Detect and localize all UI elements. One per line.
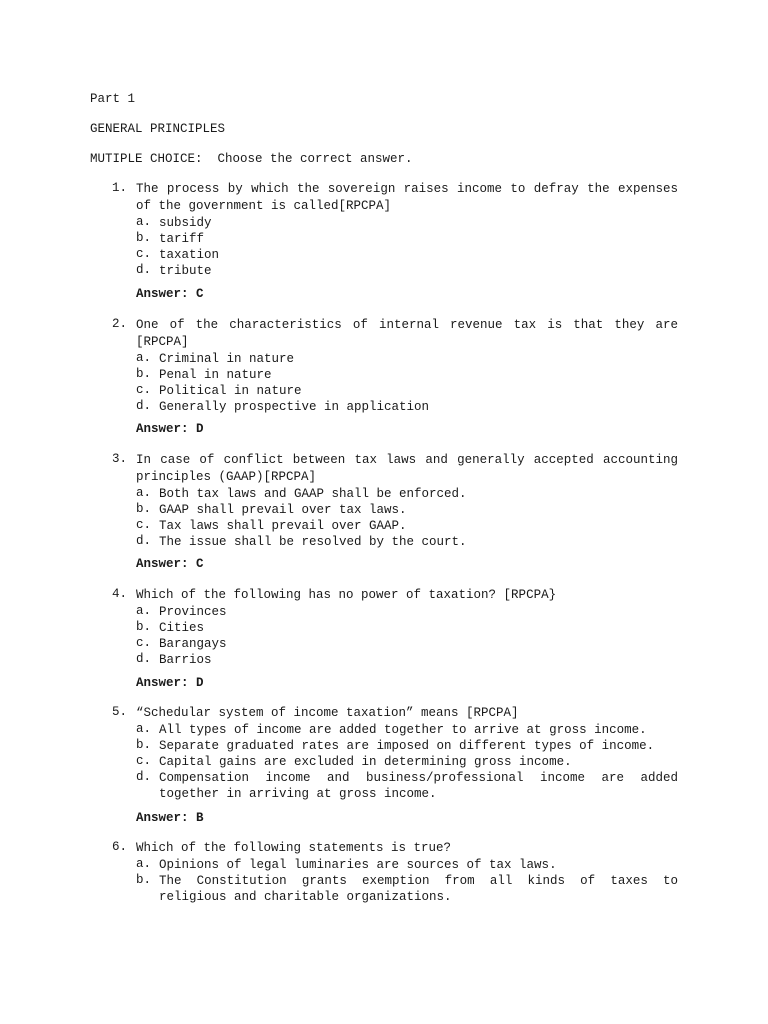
option-b: b. Penal in nature xyxy=(136,367,272,382)
option-b: b. The Constitution grants exemption from all kinds of taxes to religious and charitable organizations. xyxy=(136,873,678,904)
question-5 xyxy=(112,705,678,802)
question-number: 1. xyxy=(112,181,128,195)
option-a: a. subsidy xyxy=(136,215,212,230)
question-text: In case of conflict between tax laws and generally accepted accounting principles (GAAP)[RPCPA] xyxy=(136,453,678,484)
question-number: 2. xyxy=(112,317,128,331)
part-heading: Part 1 xyxy=(90,92,136,106)
question-1 xyxy=(112,181,678,279)
instructions: MUTIPLE CHOICE: Choose the correct answer. xyxy=(90,152,413,166)
question-text: The process by which the sovereign raises income to defray the expenses of the government is called[RPCPA] xyxy=(136,182,678,213)
question-2 xyxy=(112,317,678,415)
option-b: b. Cities xyxy=(136,620,205,635)
answer-3: Answer: C xyxy=(136,557,204,571)
question-4 xyxy=(112,587,678,668)
question-number: 6. xyxy=(112,840,128,854)
option-a: a. Both tax laws and GAAP shall be enforced. xyxy=(136,486,467,501)
question-number: 3. xyxy=(112,452,128,466)
option-d: d. Barrios xyxy=(136,652,212,667)
option-a: a. All types of income are added together to arrive at gross income. xyxy=(136,722,647,737)
answer-5: Answer: B xyxy=(136,811,204,825)
answer-1: Answer: C xyxy=(136,287,204,301)
option-c: c. Political in nature xyxy=(136,383,302,398)
option-b: b. GAAP shall prevail over tax laws. xyxy=(136,502,407,517)
option-c: c. Tax laws shall prevail over GAAP. xyxy=(136,518,407,533)
option-d: d. Generally prospective in application xyxy=(136,399,430,414)
option-c: c. taxation xyxy=(136,247,220,262)
question-text: “Schedular system of income taxation” means [RPCPA] xyxy=(136,706,519,720)
question-3 xyxy=(112,452,678,550)
answer-2: Answer: D xyxy=(136,422,204,436)
option-b: b. tariff xyxy=(136,231,205,246)
question-6 xyxy=(112,840,678,905)
option-a: a. Opinions of legal luminaries are sources of tax laws. xyxy=(136,857,557,872)
option-c: c. Barangays xyxy=(136,636,227,651)
option-a: a. Provinces xyxy=(136,604,227,619)
section-heading: GENERAL PRINCIPLES xyxy=(90,122,226,136)
option-c: c. Capital gains are excluded in determining gross income. xyxy=(136,754,572,769)
question-text: Which of the following statements is true? xyxy=(136,841,452,855)
answer-4: Answer: D xyxy=(136,676,204,690)
option-d: d. tribute xyxy=(136,263,212,278)
option-a: a. Criminal in nature xyxy=(136,351,295,366)
question-text: Which of the following has no power of taxation? [RPCPA} xyxy=(136,588,557,602)
option-b: b. Separate graduated rates are imposed on different types of income. xyxy=(136,738,655,753)
option-d: d. Compensation income and business/professional income are added together in arriving at gross income. xyxy=(136,770,678,801)
option-d: d. The issue shall be resolved by the court. xyxy=(136,534,467,549)
question-text: One of the characteristics of internal revenue tax is that they are [RPCPA] xyxy=(136,318,678,349)
question-number: 4. xyxy=(112,587,128,601)
question-number: 5. xyxy=(112,705,128,719)
